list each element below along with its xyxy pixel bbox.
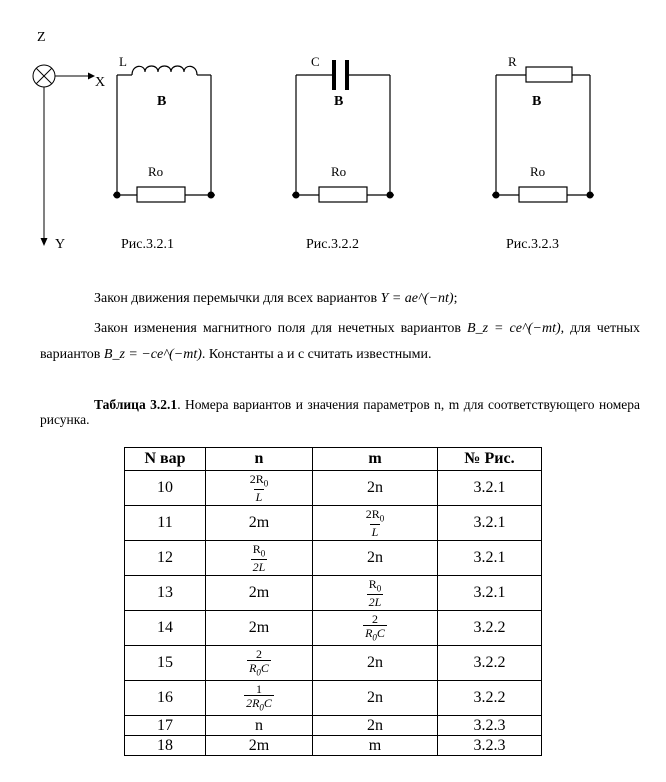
capacitor-plate-icon (332, 60, 336, 90)
cell-m (313, 506, 438, 541)
fraction: $\frac{2R_0}{L}$ (249, 471, 269, 505)
fraction: $\frac{2R_0}{L}$ (365, 506, 385, 540)
table-row (125, 716, 542, 736)
coordinate-axes (33, 65, 88, 238)
fig2-resistor-label: Ro (331, 164, 347, 179)
field-law-odd-formula: B_z = ce^(−mt) (467, 321, 561, 336)
cell-fig: 3.2.3 (438, 716, 542, 736)
cell-n: 2m (206, 611, 313, 646)
resistor-ro-icon (319, 187, 367, 202)
resistor-ro-icon (137, 187, 185, 202)
table-row (125, 471, 542, 506)
table-header-row (125, 448, 542, 471)
cell-fig: 3.2.1 (438, 541, 542, 576)
fraction: $\frac{2}{R_0C}$ (365, 611, 385, 643)
fraction: $\frac{R_0}{2L}$ (252, 541, 266, 575)
table-caption-text: . Номера вариантов и значения параметров n, m для соответствующего номера рисунка. (40, 397, 640, 427)
fig3-field-label: B (532, 94, 542, 109)
cell-m (313, 611, 438, 646)
fig1-field-label: B (157, 94, 167, 109)
motion-law-formula: Y = ae^(−nt) (380, 291, 454, 306)
cell-variant: 13 (125, 576, 206, 611)
table-body (125, 471, 542, 756)
node-dot (587, 192, 594, 199)
constants-note: . Константы a и c считать известными. (201, 347, 432, 362)
figure-3-2-3 (492, 67, 594, 202)
cell-n: n (206, 716, 313, 736)
fig3-caption: Рис.3.2.3 (506, 237, 559, 252)
axis-z-label: Z (37, 30, 46, 45)
motion-law-paragraph (94, 286, 457, 312)
cell-variant: 17 (125, 716, 206, 736)
fig1-resistor-label: Ro (148, 164, 164, 179)
cell-fig: 3.2.2 (438, 646, 542, 681)
table-row (125, 506, 542, 541)
table-row (125, 736, 542, 756)
cell-n (206, 681, 313, 716)
cell-fig: 3.2.3 (438, 736, 542, 756)
fig2-caption: Рис.3.2.2 (306, 237, 359, 252)
cell-variant: 10 (125, 471, 206, 506)
field-law-even-formula: B_z = −ce^(−mt) (103, 347, 202, 362)
cell-fig: 3.2.1 (438, 576, 542, 611)
table-caption-label: Таблица 3.2.1 (94, 397, 178, 412)
fig1-caption: Рис.3.2.1 (121, 237, 174, 252)
cell-n: 2m (206, 506, 313, 541)
cell-m: 2n (313, 541, 438, 576)
cell-n: 2m (206, 576, 313, 611)
field-law-middle: , для четных вариантов (40, 321, 640, 362)
header-variant: N вар (125, 448, 206, 471)
cell-variant: 11 (125, 506, 206, 541)
cell-variant: 14 (125, 611, 206, 646)
table-row (125, 681, 542, 716)
cell-variant: 18 (125, 736, 206, 756)
cell-n (206, 471, 313, 506)
node-dot (208, 192, 215, 199)
axis-x-label: X (95, 75, 106, 90)
table-row (125, 611, 542, 646)
resistor-r-icon (526, 67, 572, 82)
table-row (125, 646, 542, 681)
cell-fig: 3.2.1 (438, 471, 542, 506)
motion-law-prefix: Закон движения перемычки для всех вариантов (94, 291, 381, 306)
field-law-prefix: Закон изменения магнитного поля для нечетных вариантов (94, 321, 468, 336)
fraction: $\frac{1}{2R_0C}$ (246, 681, 272, 713)
table-row (125, 576, 542, 611)
cell-m: m (313, 736, 438, 756)
cell-fig: 3.2.1 (438, 506, 542, 541)
cell-m (313, 576, 438, 611)
table-caption (40, 397, 640, 427)
axis-y-label: Y (55, 237, 66, 252)
header-n: n (206, 448, 313, 471)
table-row (125, 541, 542, 576)
cell-variant: 16 (125, 681, 206, 716)
fig2-element-label: C (311, 54, 320, 69)
cell-m: 2n (313, 716, 438, 736)
cell-m: 2n (313, 646, 438, 681)
cell-variant: 12 (125, 541, 206, 576)
fig2-field-label: B (334, 94, 344, 109)
cell-m: 2n (313, 681, 438, 716)
node-dot (293, 192, 300, 199)
figure-3-2-1 (113, 66, 215, 202)
fraction: $\frac{R_0}{2L}$ (368, 576, 382, 610)
fig3-element-label: R (508, 54, 517, 69)
cell-n: 2m (206, 736, 313, 756)
motion-law-suffix: ; (453, 291, 458, 306)
cell-fig: 3.2.2 (438, 611, 542, 646)
y-axis-arrow-icon (41, 238, 48, 246)
cell-fig: 3.2.2 (438, 681, 542, 716)
fig3-resistor-label: Ro (530, 164, 546, 179)
x-axis-arrow-icon (88, 73, 95, 80)
parameters-table (124, 447, 542, 756)
node-dot (387, 192, 394, 199)
fig1-element-label: L (119, 54, 127, 69)
cell-n (206, 646, 313, 681)
cell-n (206, 541, 313, 576)
capacitor-plate-icon (345, 60, 349, 90)
header-m: m (313, 448, 438, 471)
cell-variant: 15 (125, 646, 206, 681)
node-dot (114, 192, 121, 199)
cell-m: 2n (313, 471, 438, 506)
circuit-figures (0, 0, 666, 270)
resistor-ro-icon (519, 187, 567, 202)
inductor-coil-icon (132, 66, 197, 75)
node-dot (493, 192, 500, 199)
header-fig: № Рис. (438, 448, 542, 471)
field-law-paragraph (40, 316, 640, 368)
fraction: $\frac{2}{R_0C}$ (249, 646, 269, 678)
